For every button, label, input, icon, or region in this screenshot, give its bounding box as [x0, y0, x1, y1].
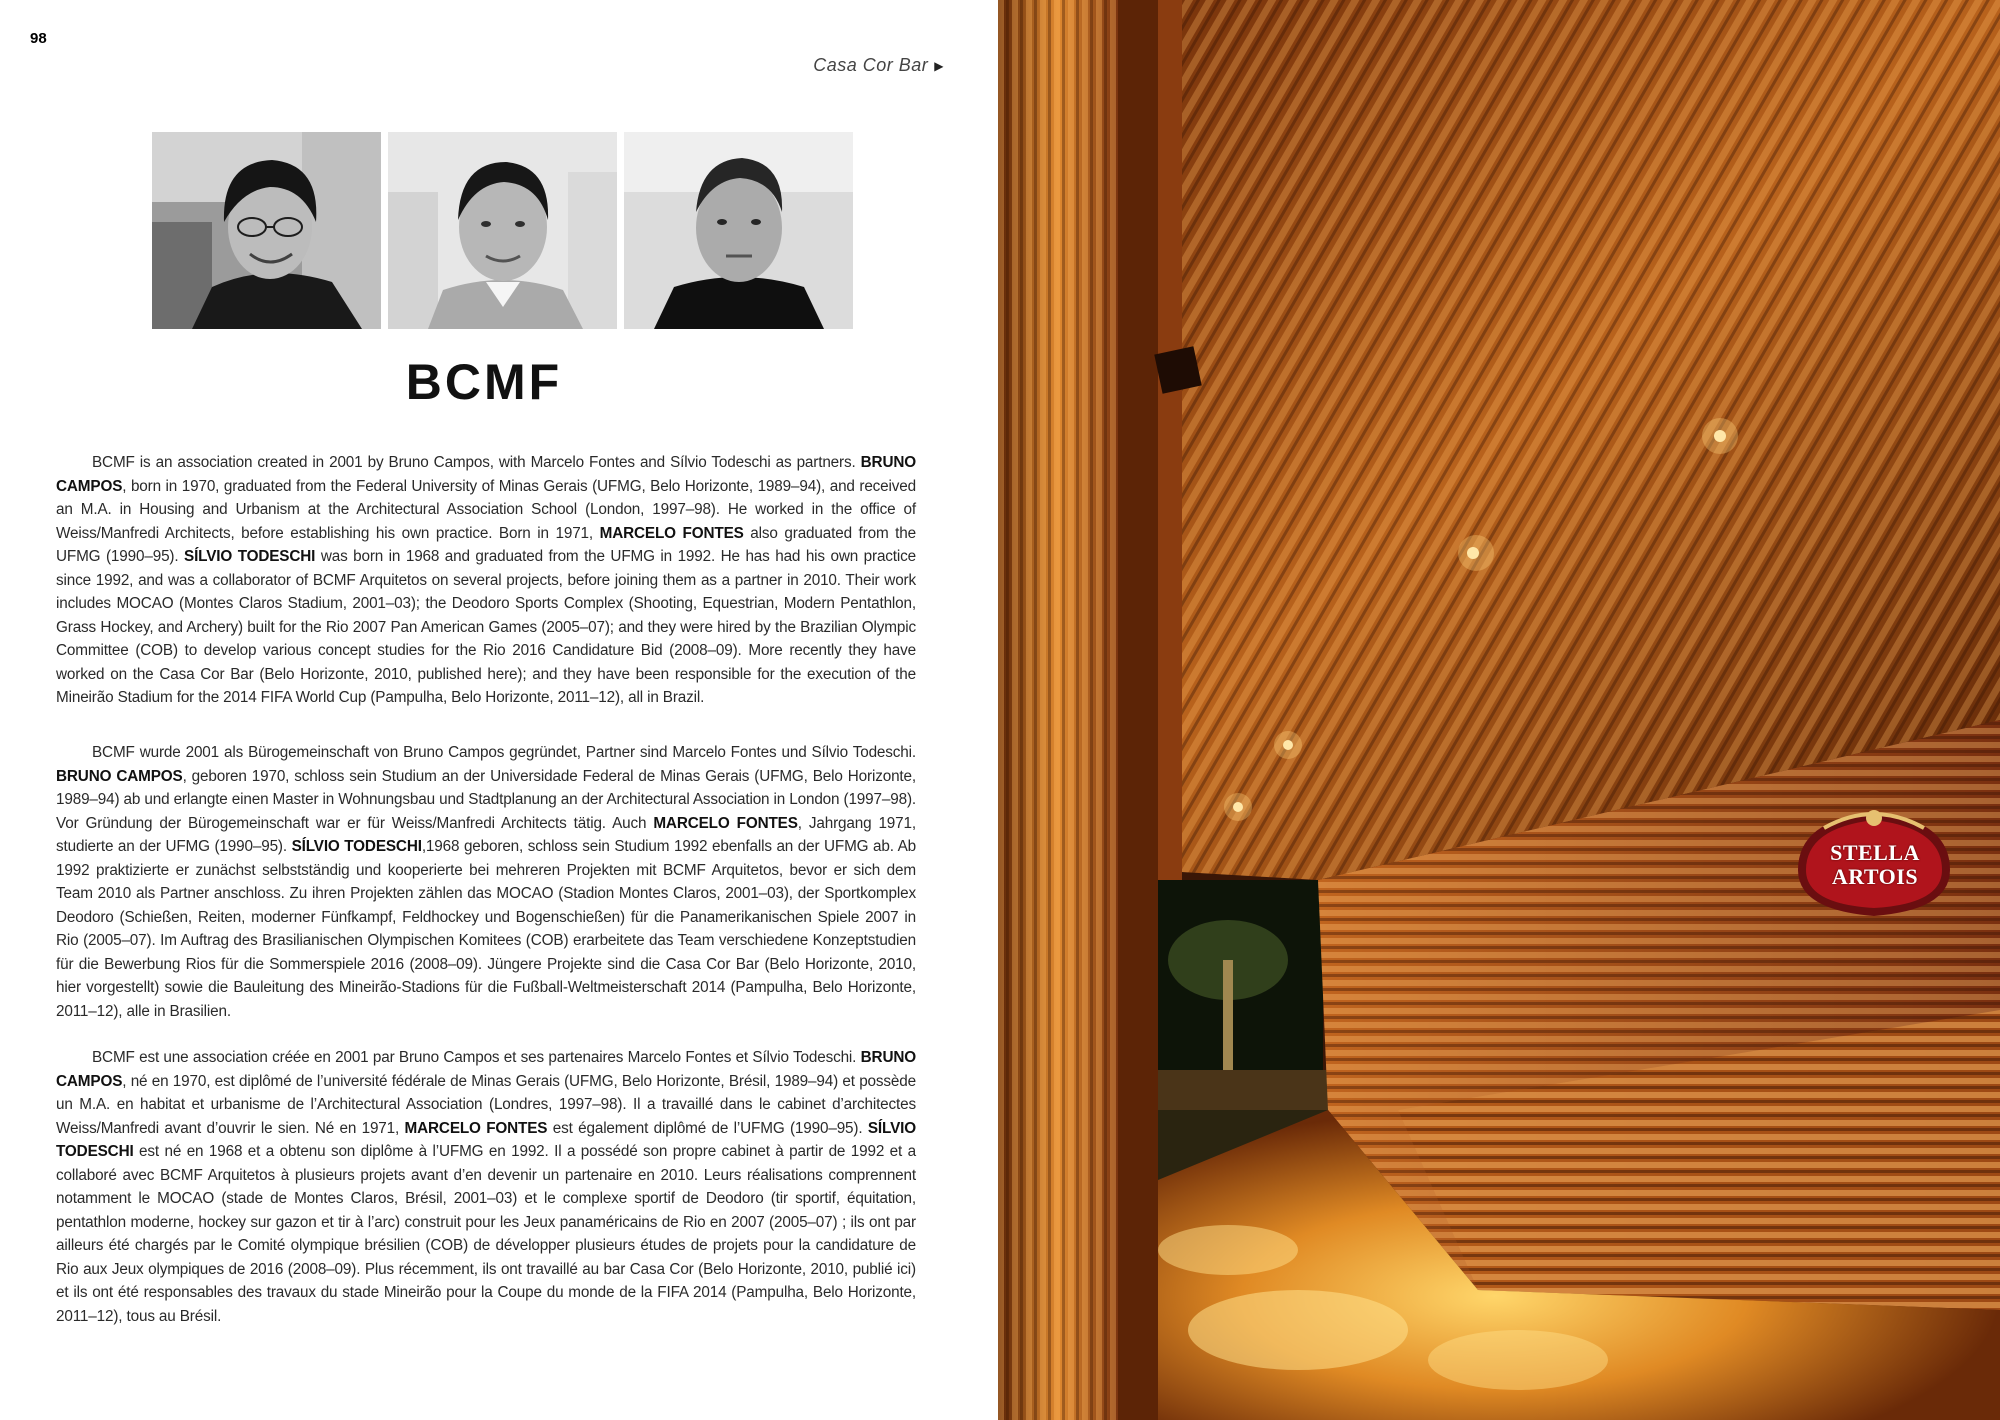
- bar-photo-illustration: [998, 0, 2000, 1420]
- sign-line-2: ARTOIS: [1831, 864, 1919, 889]
- bar-interior-photo: [998, 0, 2000, 1420]
- page-title: BCMF: [405, 354, 563, 410]
- portrait-strip: [152, 132, 853, 329]
- bio-english: BCMF is an association created in 2001 by Bruno Campos, with Marcelo Fontes and Sílvio Todeschi as partners. BRUNO CAMPOS, born in 1970, graduated from the Federal University of Minas Gerais (UFMG, Belo Horizonte, 1989–94), and received an M.A. in Housing and Urbanism at the Architectural Association School (London, 1997–98). He worked in the office of Weiss/Manfredi Architects, before establishing his own practice. Born in 1971, MARCELO FONTES also graduated from the UFMG (1990–95). SÍLVIO TODESCHI was born in 1968 and graduated from the UFMG in 1992. He has had his own practice since 1992, and was a collaborator of BCMF Arquitetos on several projects, before joining them as a partner in 2010. Their work includes MOCAO (Montes Claros Stadium, 2001–03); the Deodoro Sports Complex (Shooting, Equestrian, Modern Pentathlon, Grass Hockey, and Archery) built for the Rio 2007 Pan American Games (2005–07); and they were hired by the Brazilian Olympic Committee (COB) to develop various concept studies for the Rio 2016 Candidature Bid (2008–09). More recently they have worked on the Casa Cor Bar (Belo Horizonte, 2010, published here); and they have been responsible for the execution of the Mineirão Stadium for the 2014 FIFA World Cup (Pampulha, Belo Horizonte, 2011–12), all in Brazil.: [56, 454, 917, 706]
- running-header: [813, 55, 944, 76]
- page-number: 98: [30, 30, 47, 47]
- portrait-bruno-campos: [152, 132, 381, 329]
- triangle-right-icon: ▶: [934, 58, 944, 73]
- bio-german: BCMF wurde 2001 als Bürogemeinschaft von Bruno Campos gegründet, Partner sind Marcelo Fontes und Sílvio Todeschi. BRUNO CAMPOS, geboren 1970, schloss sein Studium an der Universidade Federal de Minas Gerais (UFMG, Belo Horizonte, 1989–94) ab und erlangte einen Master in Wohnungsbau und Stadtplanung an der Architectural Association in London (1997–98). Vor Gründung der Bürogemeinschaft war er für Weiss/Manfredi Architects tätig. Auch MARCELO FONTES, Jahrgang 1971, studierte an der UFMG (1990–95). SÍLVIO TODESCHI,1968 geboren, schloss sein Studium 1992 ebenfalls an der UFMG ab. Ab 1992 praktizierte er zunächst selbstständig und kooperierte bei mehreren Projekten mit BCMF Arquitetos, bevor er sich dem Team 2010 als Partner anschloss. Zu ihren Projekten zählen das MOCAO (Stadion Montes Claros, 2001–03), der Sportkomplex Deodoro (Schießen, Reiten, moderner Fünfkampf, Feldhockey und Bogenschießen) für die Panamerikanischen Spiele 2007 in Rio (2005–07). Im Auftrag des Brasilianischen Olympischen Komitees (COB) erarbeitete das Team verschiedene Konzeptstudien für die Bewerbung Rios für die Sommerspiele 2016 (2008–09). Jüngere Projekte sind die Casa Cor Bar (Belo Horizonte, 2010, hier vorgestellt) sowie die Bauleitung des Mineirão-Stadions für die Fußball-Weltmeisterschaft 2014 (Pampulha, Belo Horizonte, 2011–12), alle in Brasilien.: [56, 744, 916, 1020]
- left-page: [0, 0, 998, 1420]
- portrait-marcelo-fontes: [388, 132, 617, 329]
- stella-artois-sign: [1796, 808, 1954, 918]
- sign-line-1: STELLA: [1830, 840, 1920, 865]
- portrait-silvio-todeschi: [624, 132, 853, 329]
- running-header-text: Casa Cor Bar: [813, 55, 929, 75]
- bio-french: BCMF est une association créée en 2001 par Bruno Campos et ses partenaires Marcelo Fontes et Sílvio Todeschi. BRUNO CAMPOS, né en 1970, est diplômé de l’université fédérale de Minas Gerais (UFMG, Belo Horizonte, Brésil, 1989–94) et possède un M.A. en habitat et urbanisme de l’Architectural Association (Londres, 1997–98). Il a travaillé dans le cabinet d’architectes Weiss/Manfredi avant d’ouvrir le sien. Né en 1971, MARCELO FONTES est également diplômé de l’UFMG (1990–95). SÍLVIO TODESCHI est né en 1968 et a obtenu son diplôme à l’UFMG en 1992. Il a possédé son propre cabinet à partir de 1992 et a collaboré avec BCMF Arquitetos à plusieurs projets avant d’en devenir un partenaire en 2010. Leurs réalisations comprennent notamment le MOCAO (stade de Montes Claros, Brésil, 2001–03) et le complexe sportif de Deodoro (tir sportif, équitation, pentathlon moderne, hockey sur gazon et tir à l’arc) construit pour les Jeux panaméricains de Rio en 2007 (2005–07) ; ils ont par ailleurs été chargés par le Comité olympique brésilien (COB) de développer plusieurs études de projets pour la candidature de Rio aux Jeux olympiques de 2016 (2008–09). Plus récemment, ils ont travaillé au bar Casa Cor (Belo Horizonte, 2010, publié ici) et ils ont été responsables des travaux du stade Mineirão pour la Coupe du monde de la FIFA 2014 (Pampulha, Belo Horizonte, 2011–12), tous au Brésil.: [56, 1049, 916, 1325]
